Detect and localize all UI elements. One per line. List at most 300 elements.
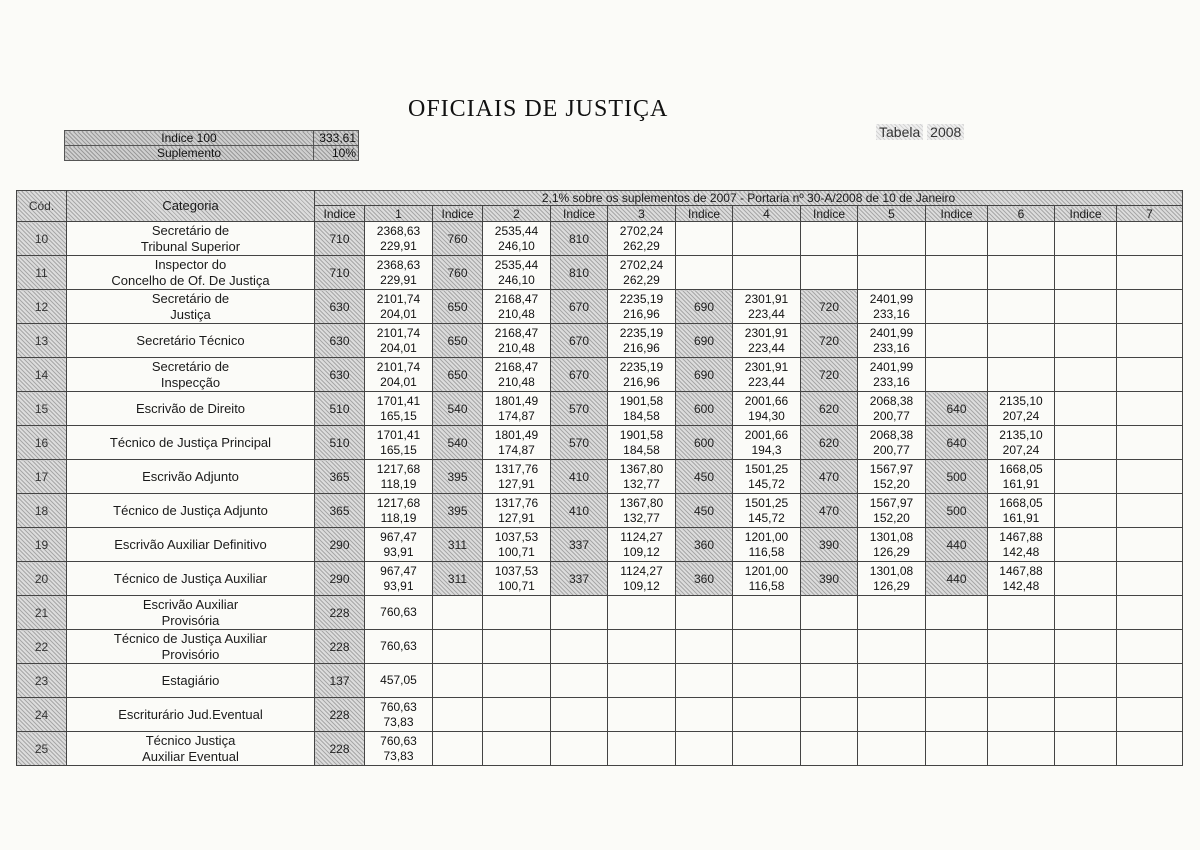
step-index	[551, 732, 608, 766]
reference-label: Suplemento	[65, 146, 314, 161]
step-index	[1055, 392, 1117, 426]
header-group-title: 2,1% sobre os suplementos de 2007 - Portaria nº 30-A/2008 de 10 de Janeiro	[315, 191, 1183, 206]
step-supplement: 161,91	[1002, 476, 1040, 491]
step-supplement: 100,71	[498, 578, 535, 593]
step-salary: 760,63	[380, 639, 417, 653]
step-values	[988, 562, 1055, 596]
step-supplement: 229,91	[380, 272, 417, 287]
step-supplement: 152,20	[873, 476, 910, 491]
step-index	[801, 698, 858, 732]
step-index: 710	[315, 256, 365, 290]
category-line-1: Estagiário	[161, 672, 220, 688]
row-category	[67, 460, 315, 494]
step-index: 640	[926, 392, 988, 426]
tabela-year: 2008	[927, 124, 964, 140]
step-salary: 2301,91	[744, 359, 789, 374]
step-values	[608, 358, 676, 392]
step-supplement: 233,16	[873, 374, 910, 389]
step-index: 630	[315, 290, 365, 324]
step-values	[858, 562, 926, 596]
step-index: 650	[433, 290, 483, 324]
step-index: 670	[551, 358, 608, 392]
table-body	[17, 222, 1183, 766]
category-line-2: Inspecção	[160, 374, 221, 390]
step-salary: 2301,91	[744, 325, 789, 340]
header-step: 6	[988, 206, 1055, 222]
step-values	[483, 494, 551, 528]
step-values	[733, 256, 801, 290]
step-values	[365, 664, 433, 698]
step-salary: 2168,47	[494, 325, 539, 340]
row-code: 11	[17, 256, 67, 290]
step-supplement: 194,3	[751, 442, 782, 457]
step-supplement: 223,44	[748, 306, 785, 321]
table-row	[17, 562, 1183, 596]
table-row	[17, 324, 1183, 358]
step-index: 670	[551, 324, 608, 358]
step-salary: 1801,49	[494, 427, 539, 442]
step-index: 810	[551, 256, 608, 290]
step-index	[433, 630, 483, 664]
step-index: 500	[926, 460, 988, 494]
step-salary: 1217,68	[376, 461, 421, 476]
category-line-1: Técnico Justiça	[145, 732, 236, 748]
step-supplement: 118,19	[380, 510, 417, 525]
table-row	[17, 222, 1183, 256]
row-category	[67, 392, 315, 426]
header-step: 7	[1117, 206, 1183, 222]
step-index	[926, 630, 988, 664]
step-salary: 2135,10	[999, 427, 1043, 442]
step-supplement: 142,48	[1002, 578, 1040, 593]
step-values	[608, 222, 676, 256]
step-values	[988, 698, 1055, 732]
reference-row	[65, 131, 359, 146]
step-index	[1055, 426, 1117, 460]
step-supplement: 93,91	[383, 544, 414, 559]
step-index	[1055, 732, 1117, 766]
step-salary: 2101,74	[376, 291, 421, 306]
step-index: 390	[801, 528, 858, 562]
step-index: 640	[926, 426, 988, 460]
step-index	[926, 222, 988, 256]
row-code: 21	[17, 596, 67, 630]
step-index: 137	[315, 664, 365, 698]
step-salary: 1037,53	[494, 529, 539, 544]
row-code: 15	[17, 392, 67, 426]
step-index	[551, 664, 608, 698]
step-index	[801, 256, 858, 290]
reference-value: 10%	[314, 146, 359, 161]
step-values	[733, 290, 801, 324]
table-row	[17, 494, 1183, 528]
step-salary: 760,63	[380, 733, 417, 748]
step-salary: 2235,19	[619, 291, 664, 306]
step-values	[483, 664, 551, 698]
step-values	[608, 732, 676, 766]
step-values	[858, 698, 926, 732]
step-values	[483, 324, 551, 358]
step-index: 390	[801, 562, 858, 596]
step-salary: 2401,99	[869, 359, 914, 374]
header-step: 4	[733, 206, 801, 222]
step-salary: 967,47	[380, 563, 417, 578]
step-index: 500	[926, 494, 988, 528]
step-index: 450	[676, 494, 733, 528]
step-values	[858, 460, 926, 494]
table-row	[17, 358, 1183, 392]
step-supplement: 246,10	[498, 272, 535, 287]
step-index: 710	[315, 222, 365, 256]
step-values	[483, 528, 551, 562]
table-row	[17, 596, 1183, 630]
step-index: 760	[433, 256, 483, 290]
step-salary: 1317,76	[494, 461, 539, 476]
step-supplement: 126,29	[873, 578, 910, 593]
step-salary: 2535,44	[494, 223, 539, 238]
step-supplement: 262,29	[623, 238, 660, 253]
step-index: 600	[676, 392, 733, 426]
row-code: 12	[17, 290, 67, 324]
step-values	[608, 596, 676, 630]
step-index	[551, 596, 608, 630]
row-category	[67, 358, 315, 392]
step-salary: 1124,27	[620, 563, 663, 578]
header-indice: Indice	[315, 206, 365, 222]
step-values	[988, 460, 1055, 494]
step-values	[1117, 392, 1183, 426]
step-values	[988, 494, 1055, 528]
step-salary: 2001,66	[744, 427, 789, 442]
header-row-group	[17, 191, 1183, 206]
step-values	[608, 290, 676, 324]
step-values	[483, 358, 551, 392]
step-salary: 1301,08	[869, 529, 914, 544]
step-values	[858, 664, 926, 698]
step-values	[1117, 494, 1183, 528]
step-index	[1055, 324, 1117, 358]
step-supplement: 223,44	[748, 374, 785, 389]
tabela-label: Tabela	[876, 124, 923, 140]
step-supplement: 73,83	[383, 714, 414, 729]
row-code: 24	[17, 698, 67, 732]
step-index	[926, 324, 988, 358]
step-index	[1055, 664, 1117, 698]
step-values	[365, 732, 433, 766]
step-values	[988, 290, 1055, 324]
step-values	[733, 732, 801, 766]
step-index: 760	[433, 222, 483, 256]
row-category	[67, 256, 315, 290]
category-line-1: Escrivão Auxiliar Definitivo	[114, 536, 267, 552]
step-values	[608, 630, 676, 664]
category-line-1: Secretário de	[151, 290, 230, 306]
header-cod: Cód.	[17, 191, 67, 222]
step-salary: 760,63	[380, 699, 417, 714]
row-code: 17	[17, 460, 67, 494]
step-values	[988, 358, 1055, 392]
category-line-1: Escrivão de Direito	[135, 400, 246, 416]
step-index: 470	[801, 460, 858, 494]
step-values	[483, 460, 551, 494]
step-values	[733, 528, 801, 562]
step-index	[1055, 358, 1117, 392]
step-salary: 1301,08	[869, 563, 914, 578]
table-row	[17, 630, 1183, 664]
step-values	[608, 664, 676, 698]
step-values	[483, 290, 551, 324]
row-category	[67, 494, 315, 528]
step-supplement: 109,12	[623, 544, 660, 559]
step-index: 440	[926, 528, 988, 562]
row-code: 18	[17, 494, 67, 528]
step-values	[988, 426, 1055, 460]
step-supplement: 204,01	[380, 340, 417, 355]
step-index	[926, 358, 988, 392]
category-line-2: Concelho de Of. De Justiça	[111, 272, 270, 288]
step-supplement: 246,10	[498, 238, 535, 253]
step-index	[676, 664, 733, 698]
step-values	[733, 562, 801, 596]
step-values	[608, 698, 676, 732]
step-values	[1117, 630, 1183, 664]
category-line-2: Provisória	[161, 612, 220, 628]
step-index	[551, 698, 608, 732]
step-values	[365, 290, 433, 324]
step-supplement: 118,19	[380, 476, 417, 491]
step-index: 540	[433, 392, 483, 426]
step-index	[926, 256, 988, 290]
table-row	[17, 426, 1183, 460]
step-values	[988, 630, 1055, 664]
header-indice: Indice	[1055, 206, 1117, 222]
row-code: 23	[17, 664, 67, 698]
step-salary: 2168,47	[494, 291, 539, 306]
step-supplement: 174,87	[498, 442, 535, 457]
step-values	[858, 392, 926, 426]
step-supplement: 194,30	[748, 408, 785, 423]
table-row	[17, 732, 1183, 766]
step-values	[1117, 290, 1183, 324]
category-line-2: Tribunal Superior	[140, 238, 241, 254]
table-row	[17, 698, 1183, 732]
step-values	[365, 392, 433, 426]
step-index	[1055, 596, 1117, 630]
step-values	[858, 596, 926, 630]
step-salary: 1668,05	[999, 461, 1043, 476]
step-values	[733, 698, 801, 732]
step-values	[988, 222, 1055, 256]
step-values	[858, 256, 926, 290]
step-supplement: 210,48	[498, 306, 535, 321]
header-step: 5	[858, 206, 926, 222]
step-supplement: 223,44	[748, 340, 785, 355]
header-indice: Indice	[551, 206, 608, 222]
step-index: 690	[676, 324, 733, 358]
step-values	[733, 596, 801, 630]
step-index	[1055, 290, 1117, 324]
step-index: 570	[551, 426, 608, 460]
step-salary: 2235,19	[619, 325, 664, 340]
step-salary: 1201,00	[744, 529, 789, 544]
row-category	[67, 596, 315, 630]
step-values	[1117, 222, 1183, 256]
header-step: 1	[365, 206, 433, 222]
table-row	[17, 528, 1183, 562]
step-salary: 1501,25	[744, 495, 789, 510]
step-index	[926, 698, 988, 732]
step-values	[365, 324, 433, 358]
row-code: 13	[17, 324, 67, 358]
step-values	[483, 256, 551, 290]
step-supplement: 165,15	[380, 408, 417, 423]
header-step: 3	[608, 206, 676, 222]
step-salary: 2401,99	[869, 291, 914, 306]
row-code: 22	[17, 630, 67, 664]
step-index: 510	[315, 426, 365, 460]
step-values	[365, 698, 433, 732]
step-supplement: 204,01	[380, 306, 417, 321]
step-supplement: 200,77	[873, 408, 910, 423]
step-values	[858, 528, 926, 562]
step-index: 410	[551, 494, 608, 528]
step-index: 311	[433, 562, 483, 596]
step-index	[801, 630, 858, 664]
step-values	[988, 664, 1055, 698]
step-index: 690	[676, 358, 733, 392]
step-values	[483, 562, 551, 596]
step-index: 510	[315, 392, 365, 426]
step-index	[433, 596, 483, 630]
row-code: 10	[17, 222, 67, 256]
step-index: 228	[315, 698, 365, 732]
step-values	[733, 222, 801, 256]
row-category	[67, 698, 315, 732]
step-index: 410	[551, 460, 608, 494]
step-values	[483, 698, 551, 732]
step-values	[858, 290, 926, 324]
step-index: 337	[551, 562, 608, 596]
step-supplement: 184,58	[623, 442, 660, 457]
step-index: 630	[315, 324, 365, 358]
category-line-1: Técnico de Justiça Auxiliar	[113, 570, 268, 586]
step-supplement: 262,29	[623, 272, 660, 287]
step-values	[365, 256, 433, 290]
category-line-1: Técnico de Justiça Principal	[109, 434, 272, 450]
step-supplement: 142,48	[1002, 544, 1040, 559]
step-index: 650	[433, 358, 483, 392]
step-index	[433, 698, 483, 732]
category-line-1: Secretário de	[151, 358, 230, 374]
step-index	[433, 664, 483, 698]
row-category	[67, 426, 315, 460]
step-salary: 1901,58	[619, 393, 664, 408]
step-index	[926, 290, 988, 324]
document-title: OFICIAIS DE JUSTIÇA	[408, 96, 669, 122]
step-index	[801, 732, 858, 766]
step-index: 720	[801, 324, 858, 358]
step-supplement: 73,83	[383, 748, 414, 763]
category-line-2: Provisório	[161, 646, 220, 662]
table-row	[17, 256, 1183, 290]
step-index: 570	[551, 392, 608, 426]
step-supplement: 200,77	[873, 442, 910, 457]
step-index	[551, 630, 608, 664]
step-values	[733, 494, 801, 528]
category-line-1: Escriturário Jud.Eventual	[118, 706, 263, 722]
step-values	[858, 494, 926, 528]
step-supplement: 229,91	[380, 238, 417, 253]
row-category	[67, 664, 315, 698]
salary-table	[16, 190, 1183, 766]
step-values	[1117, 358, 1183, 392]
step-values	[858, 358, 926, 392]
step-values	[608, 256, 676, 290]
step-values	[733, 358, 801, 392]
step-values	[988, 596, 1055, 630]
step-values	[365, 562, 433, 596]
step-index: 470	[801, 494, 858, 528]
step-supplement: 116,58	[748, 544, 785, 559]
step-index	[1055, 222, 1117, 256]
step-values	[858, 324, 926, 358]
step-index	[1055, 528, 1117, 562]
step-index	[926, 732, 988, 766]
category-line-1: Técnico de Justiça Auxiliar	[113, 630, 268, 646]
step-supplement: 207,24	[1002, 408, 1040, 423]
step-index	[801, 596, 858, 630]
step-salary: 760,63	[380, 605, 417, 619]
step-index	[433, 732, 483, 766]
step-values	[483, 630, 551, 664]
step-supplement: 127,91	[498, 510, 535, 525]
step-salary: 1567,97	[869, 461, 914, 476]
row-category	[67, 324, 315, 358]
step-values	[608, 426, 676, 460]
step-values	[365, 494, 433, 528]
step-supplement: 93,91	[383, 578, 414, 593]
step-values	[1117, 732, 1183, 766]
step-supplement: 207,24	[1002, 442, 1040, 457]
header-indice: Indice	[433, 206, 483, 222]
step-index: 540	[433, 426, 483, 460]
step-values	[858, 426, 926, 460]
step-values	[1117, 426, 1183, 460]
step-index	[676, 222, 733, 256]
step-index	[1055, 494, 1117, 528]
step-supplement: 127,91	[498, 476, 535, 491]
step-values	[1117, 596, 1183, 630]
step-values	[483, 732, 551, 766]
step-values	[1117, 528, 1183, 562]
step-salary: 1317,76	[494, 495, 539, 510]
step-index	[1055, 460, 1117, 494]
step-values	[988, 324, 1055, 358]
header-indice: Indice	[801, 206, 858, 222]
step-index: 600	[676, 426, 733, 460]
step-supplement: 204,01	[380, 374, 417, 389]
step-values	[365, 460, 433, 494]
step-index: 650	[433, 324, 483, 358]
step-index	[1055, 256, 1117, 290]
step-values	[988, 392, 1055, 426]
step-salary: 1367,80	[619, 461, 664, 476]
step-index	[1055, 630, 1117, 664]
row-code: 14	[17, 358, 67, 392]
step-values	[608, 528, 676, 562]
step-values	[365, 596, 433, 630]
row-category	[67, 732, 315, 766]
